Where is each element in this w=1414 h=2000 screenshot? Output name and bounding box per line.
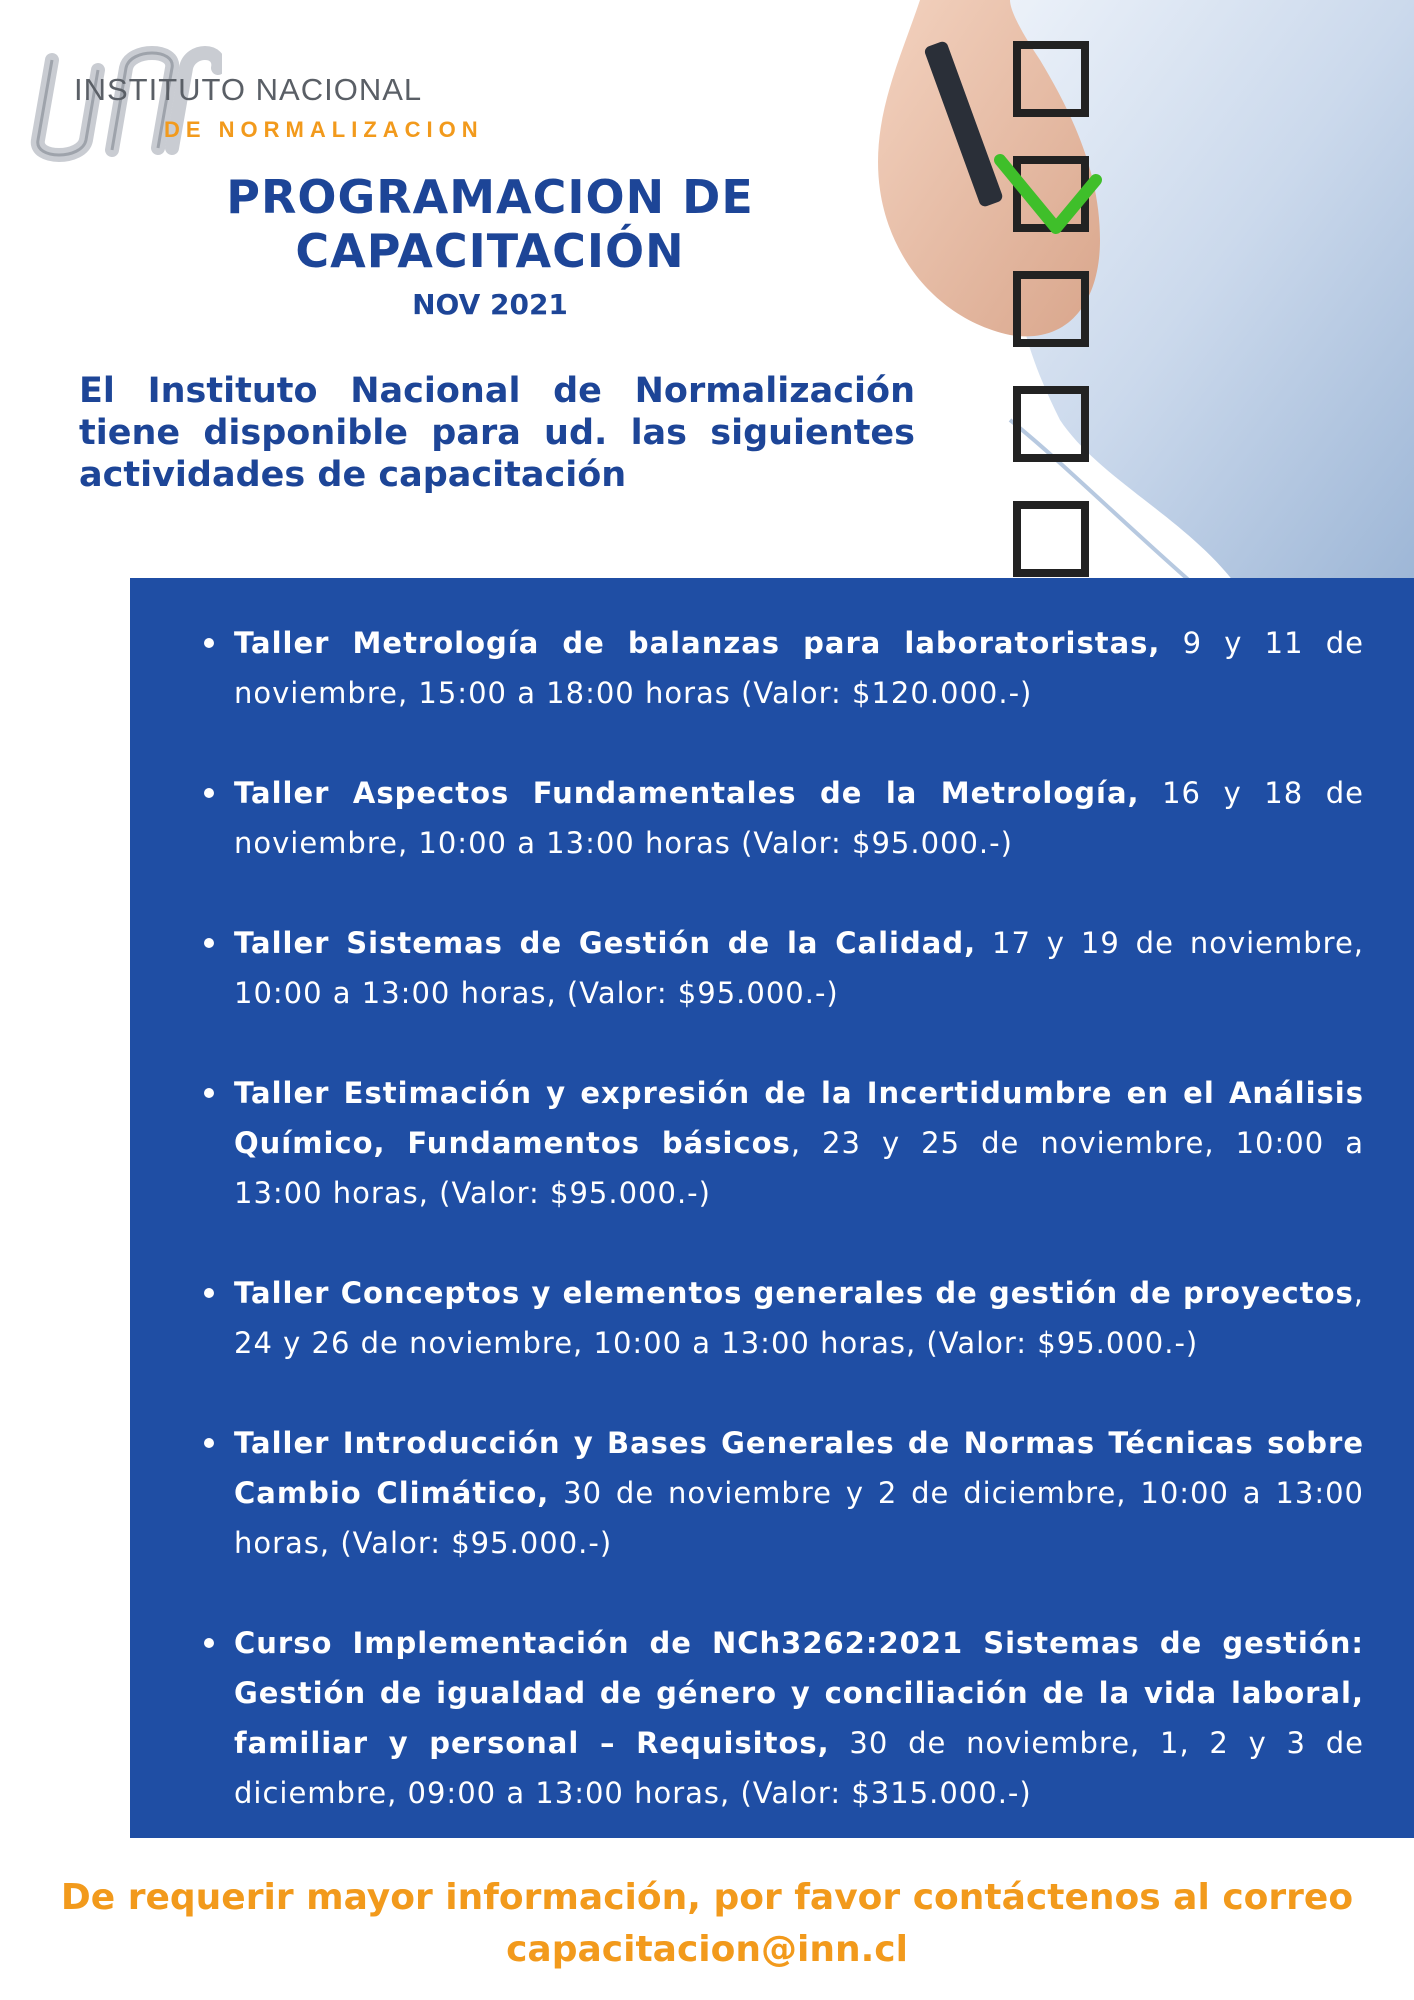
course-detail: 16 y 18 de noviembre, 10:00 a 13:00 horas (Valor: $95.000.-) [234,776,1364,860]
course-item [234,768,1364,868]
course-item [234,618,1364,718]
course-detail: 17 y 19 de noviembre, 10:00 a 13:00 horas, (Valor: $95.000.-) [234,926,1365,1010]
contact-email-link[interactable]: capacitacion@inn.cl [506,1929,908,1970]
course-item [234,1618,1364,1818]
logo-text-line2: DE NORMALIZACION [164,117,484,142]
course-detail: , 24 y 26 de noviembre, 10:00 a 13:00 horas, (Valor: $95.000.-) [234,1276,1364,1360]
inn-logo [12,20,572,170]
course-item [234,1418,1364,1568]
contact-text: De requerir mayor información, por favor contáctenos al correo [60,1877,1354,1918]
contact-info [60,1872,1354,1976]
course-panel [130,578,1414,1838]
course-item [234,1268,1364,1368]
course-detail: 30 de noviembre y 2 de diciembre, 10:00 a 13:00 horas, (Valor: $95.000.-) [234,1476,1364,1560]
course-detail: 30 de noviembre, 1, 2 y 3 de diciembre, 09:00 a 13:00 horas, (Valor: $315.000.-) [234,1726,1364,1810]
intro-text: El Instituto Nacional de Normalización tiene disponible para ud. las siguientes actividades de capacitación [79,371,915,495]
course-name: Taller Introducción y Bases Generales de Normas Técnicas sobre Cambio Climático, [234,1426,1364,1510]
page-title [130,170,850,278]
course-name: Taller Aspectos Fundamentales de la Metrología, [234,776,1140,810]
course-item [234,918,1364,1018]
course-item [234,1068,1364,1218]
title-line1: PROGRAMACION DE [226,170,754,224]
course-detail: , 23 y 25 de noviembre, 10:00 a 13:00 horas, (Valor: $95.000.-) [234,1126,1364,1210]
title-line2: CAPACITACIÓN [295,224,685,278]
course-name: Taller Metrología de balanzas para laboratoristas, [234,626,1161,660]
course-name: Taller Sistemas de Gestión de la Calidad, [234,926,977,960]
course-name: Curso Implementación de NCh3262:2021 Sistemas de gestión: Gestión de igualdad de género y conciliación de la vida laboral, familiar y personal – Requisitos, [234,1626,1364,1760]
logo-text-line1: INSTITUTO NACIONAL [74,72,423,107]
course-list [234,618,1364,1868]
course-name: Taller Estimación y expresión de la Incertidumbre en el Análisis Químico, Fundamentos básicos [234,1076,1364,1160]
course-detail: 9 y 11 de noviembre, 15:00 a 18:00 horas (Valor: $120.000.-) [234,626,1364,710]
course-name: Taller Conceptos y elementos generales de gestión de proyectos [234,1276,1354,1310]
checklist-hand-photo [860,0,1414,590]
page-subtitle: NOV 2021 [412,288,568,321]
